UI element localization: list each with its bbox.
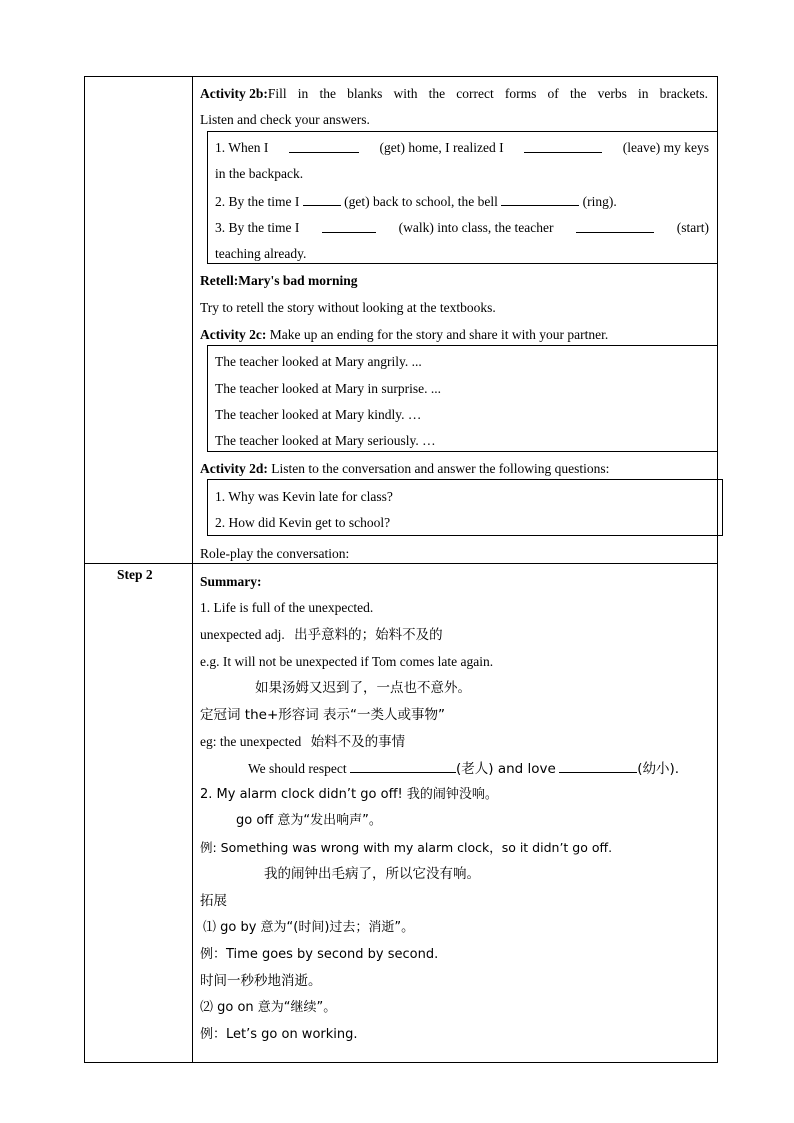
activity-2d-label: Activity 2d:	[200, 461, 268, 476]
activity-2d-question-2: 2. How did Kevin get to school?	[215, 515, 391, 530]
activity-2d-text: Listen to the conversation and answer the following questions:	[267, 461, 610, 476]
summary-line-7	[248, 760, 679, 777]
respect-blank[interactable]	[350, 760, 456, 773]
ending-line-3: The teacher looked at Mary kindly. …	[215, 407, 422, 422]
activity-2d-instruction	[200, 461, 609, 477]
summary-line-9: go off 意为“发出响声”。	[236, 813, 382, 828]
q1-part-b: (get) home, I realized I	[379, 140, 504, 155]
retell-text: Try to retell the story without looking at the textbooks.	[200, 300, 496, 315]
q3-part-a: 3. By the time I	[215, 220, 300, 235]
table-left-border	[84, 76, 85, 1063]
summary-line-6	[200, 734, 405, 750]
activity-2b-question-3-cont: teaching already.	[215, 246, 307, 261]
activity-2d-question-1: 1. Why was Kevin late for class?	[215, 489, 393, 504]
summary-line-10: 例: Something was wrong with my alarm clock，so it didn’t go off.	[200, 840, 613, 855]
activity-2b-question-2	[215, 193, 617, 210]
activity-2c-instruction	[200, 327, 608, 343]
q2-part-b: (get) back to school, the bell	[344, 194, 498, 209]
ending-line-4: The teacher looked at Mary seriously. …	[215, 433, 436, 448]
step-2-label: Step 2	[117, 567, 153, 582]
summary-line-6-cn: 始料不及的事情	[310, 734, 406, 750]
summary-line-7-a: We should respect	[248, 761, 347, 776]
summary-title: Summary:	[200, 574, 262, 589]
table-top-border	[84, 76, 718, 77]
summary-line-1: 1. Life is full of the unexpected.	[200, 600, 374, 615]
q1-blank-2[interactable]	[524, 140, 602, 153]
activity-2b-label: Activity 2b:	[200, 86, 268, 101]
summary-line-11: 我的闹钟出毛病了，所以它没有响。	[264, 866, 480, 882]
summary-line-8: 2. My alarm clock didn’t go off! 我的闹钟没响。	[200, 787, 498, 802]
q1-part-a: 1. When I	[215, 140, 269, 155]
summary-line-12: 拓展	[200, 893, 227, 909]
q1-blank-1[interactable]	[289, 140, 359, 153]
retell-title: Retell:Mary's bad morning	[200, 273, 358, 288]
summary-line-3: e.g. It will not be unexpected if Tom comes late again.	[200, 654, 494, 669]
summary-line-4: 如果汤姆又迟到了，一点也不意外。	[255, 680, 471, 696]
summary-line-6-en: eg: the unexpected	[200, 734, 302, 749]
roleplay-text: Role-play the conversation:	[200, 546, 350, 561]
q2-blank-1[interactable]	[303, 193, 341, 206]
summary-line-17: 例：Let’s go on working.	[200, 1027, 358, 1042]
summary-line-16: ⑵ go on 意为“继续”。	[200, 1000, 337, 1015]
summary-line-2-en: unexpected adj.	[200, 627, 285, 642]
summary-line-14: 例：Time goes by second by second.	[200, 947, 439, 962]
table-row-divider	[84, 563, 718, 564]
table-column-divider	[192, 76, 193, 1063]
activity-2c-label: Activity 2c:	[200, 327, 267, 342]
activity-2b-instruction	[200, 86, 708, 102]
activity-2b-instruction-2: Listen and check your answers.	[200, 112, 370, 127]
summary-line-15: 时间一秒秒地消逝。	[200, 973, 322, 989]
activity-2b-text: Fill in the blanks with the correct forms of the verbs in brackets.	[267, 86, 708, 101]
summary-line-5: 定冠词 the+形容词 表示“一类人或事物”	[200, 707, 446, 723]
summary-line-7-b: (老人) and love	[456, 761, 556, 777]
table-bottom-border	[84, 1062, 718, 1063]
q2-part-c: (ring).	[582, 194, 617, 209]
summary-line-13: ⑴ go by 意为“(时间)过去；消逝”。	[203, 920, 415, 935]
ending-line-2: The teacher looked at Mary in surprise. ...	[215, 381, 442, 396]
activity-2b-question-3	[215, 220, 709, 236]
q2-part-a: 2. By the time I	[215, 194, 300, 209]
summary-line-7-c: (幼小).	[637, 761, 680, 777]
love-blank[interactable]	[559, 760, 637, 773]
summary-line-2	[200, 627, 443, 643]
q1-part-c: (leave) my keys	[622, 140, 709, 155]
q3-blank-1[interactable]	[322, 220, 376, 233]
q3-part-c: (start)	[676, 220, 709, 235]
q2-blank-2[interactable]	[501, 193, 579, 206]
q3-part-b: (walk) into class, the teacher	[398, 220, 554, 235]
ending-line-1: The teacher looked at Mary angrily. ...	[215, 354, 422, 369]
activity-2c-text: Make up an ending for the story and share it with your partner.	[266, 327, 609, 342]
q3-blank-2[interactable]	[576, 220, 654, 233]
activity-2b-question-1-cont: in the backpack.	[215, 166, 304, 181]
activity-2b-question-1	[215, 140, 709, 156]
summary-line-2-cn: 出乎意料的；始料不及的	[294, 627, 443, 643]
